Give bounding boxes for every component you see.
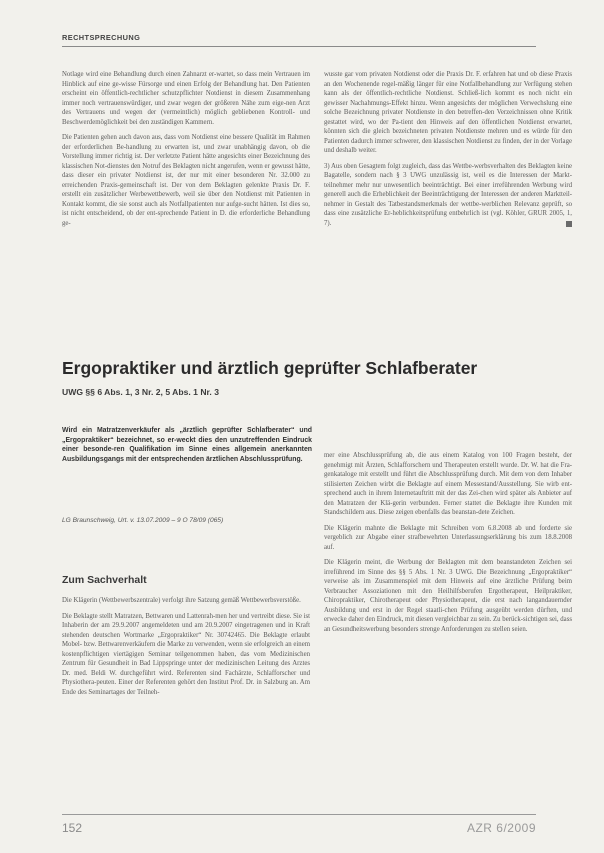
paragraph: mer eine Abschlussprüfung ab, die aus einem Katalog von 100 Fragen besteht, der genehmigt mit Ärzten, Schlafforschern und Therapeuten erstellt wurde. Dr. W. hat die Fra-genkataloge mit erstellt und führt die Abschlussprüfung durch. Mit dem von dem Inhaber stilisierten Zeichen wirbt die Beklagte auf einem Messestand/Ausstellung. Sie wirb ent-sprechend auch in ihrem Internetauftritt mit der das Zei-chen wird später als Anbieter auf den Matratzen der Klä-gerin verbunden. Ferner stattet die Beklagte ihre Kunden mit Standschildern aus. Diese zeigen ebenfalls das beanstan-dete Zeichen. xyxy=(324,452,572,516)
page-number: 152 xyxy=(62,821,83,835)
paragraph xyxy=(324,162,572,229)
footer-rule xyxy=(62,814,536,815)
paragraph: Die Klägerin (Wettbewerbszentrale) verfolgt ihre Satzung gemäß Wettbewerbsverstöße. xyxy=(62,597,301,604)
top-left-column xyxy=(62,70,310,234)
header-rule xyxy=(62,46,536,47)
paragraph: Die Klägerin meint, die Werbung der Beklagten mit dem beanstandeten Zeichen sei irreführend im Sinne des §§ 5 Abs. 1 Nr. 3 UWG. Die Bezeichnung „Ergopraktiker“ verweise als im Zusammenspiel mit dem Hinweis auf eine ärztliche Prüfung beim Verbraucher Assoziationen mit den Heilhilfsberufen Ergotherapeut, Heilpraktiker, Chiropraktiker, Chirotherapeut oder Physiotherapeut, die erst nach langandauernder Ausbildung und erst in der Regel staatli-chen Prüfung ausgeübt werden dürften, und erwecke daher den Eindruck, mit diesen vergleichbar zu sein. Zu berück-sichtigen sei, dass an Gesundheitswerbung besonders strenge Anforderungen zu stellen seien. xyxy=(324,559,572,633)
paragraph: Die Beklagte stellt Matratzen, Bettwaren und Lattenrah-men her und vertreibt diese. Sie ist Inhaberin der am 29.9.2007 angemeldeten und am 20.9.2007 eingetragenen und in Kraft stehenden deutschen Wortmarke „Ergopraktiker“ Nr. 30742465. Die Beklagte erlaubt Mobel- bzw. Bettwarenverkäufern die Marke zu verwenden, wenn sie erfolgreich an einem kostenpflichtigen viertägigen Seminar teilgenommen haben, das vom Medizinischen Zentrum für Gesundheit in Bad Lippspringe unter der medizinischen Leitung des Arztes Dr. med. Beldi W. durchgeführt wird. Referenten sind Fachärzte, Schlafforscher und Physiothera-peuten. Einer der Referenten gehört den Institut Prof. Dr. in Salzburg an. Am Ende des Seminartages der Teilneh- xyxy=(62,612,310,696)
paragraph: Notlage wird eine Behandlung durch einen Zahnarzt er-wartet, so dass mein Vertrauen im Hinblick auf eine ge-wisse Fürsorge und einen Erfolg der Behandlung hat. Den Patienten erscheint ein öffentlich-rechtlicher schutzpflichter Notdienst in diesem Zusammenhang immer noch vertrauenswürdiger, und zwar wegen der größeren Nähe zum eige-nen Arzt des Vertrauens und wegen der (vermeintlich) möglich gebliebenen Kontroll- und Beschwerdemöglichkeit bei den zuständigen Kammern. xyxy=(62,71,310,126)
top-right-column xyxy=(324,70,572,234)
headnote: Wird ein Matratzenverkäufer als „ärztlich geprüfter Schlafberater“ und „Ergopraktiker“ bezeichnet, so er-weckt dies den unzutreffenden Eindruck einer besonde-ren Qualifikation im Sinne eines allgemein anerkannten Ausbildungsgangs mit der entsprechenden ärztlichen Abschlussprüfung. xyxy=(62,427,312,463)
statute-reference: UWG §§ 6 Abs. 1, 3 Nr. 2, 5 Abs. 1 Nr. 3 xyxy=(62,387,219,397)
bottom-left-column xyxy=(62,596,310,703)
running-head: RECHTSPRECHUNG xyxy=(62,33,141,42)
paragraph-text: 3) Aus oben Gesagtem folgt zugleich, dass das Wettbe-werbsverhalten des Beklagten keine Bagatelle, sondern nach § 3 UWG unzulässig ist, weil es die Interessen der Markt-teilnehmer mehr nur unwesentlich beeinträchtigt. Bei einer irreführenden Werbung wird generell auch die Erheblichkeit der Beeinträchtigung der Interessen der anderen Marktteil-nehmer in Gestalt des Tatbestandsmerkmals der wettbe-werblichen Relevanz geprüft, so dass eine zusätzliche Er-heblichkeitsprüfung entbehrlich ist (vgl. Köhler, GRUR 2005, 1, 7). xyxy=(324,162,572,227)
bottom-right-column xyxy=(324,451,572,640)
journal-issue: AZR 6/2009 xyxy=(466,821,536,835)
court-citation: LG Braunschweig, Urt. v. 13.07.2009 – 9 O 78/09 (065) xyxy=(62,517,224,524)
end-of-article-icon xyxy=(566,221,572,227)
paragraph: wusste gar vom privaten Notdienst oder die Praxis Dr. F. erfahren hat und ob diese Praxis an den Wochenende regel-mäßig länger für eine Notfallbehandlung zur Verfügung stehen kann als der öffentlich-rechtliche Notdienst. Schließ-lich kommt es noch nicht ein gewisser Nachahmungs-Effekt hinzu. Wenn angesichts der möglichen Verwechslung eine solche Bezeichnung privater Notdienste in den betreffen-den Verzeichnissen ohne Kritik gestattet wird, wo der Pa-tient den Hinweis auf den öffentlichen Notdienst erwartet, könnten sich die gleich bezeichneten privaten Notdienste mehren und es würde für den Patienten dadurch immer schwerer, den klassischen Notdienst zu finden, der in der Vorlage und deshalb weiter. xyxy=(324,71,572,154)
section-heading: Zum Sachverhalt xyxy=(62,574,147,586)
article-title: Ergopraktiker und ärztlich geprüfter Schlafberater xyxy=(62,358,478,378)
paragraph: Die Klägerin mahnte die Beklagte mit Schreiben vom 6.8.2008 ab und forderte sie vergeblich zur Abgabe einer strafbewehrten Unterlassungserklärung bis zum 18.8.2008 auf. xyxy=(324,524,572,551)
paragraph: Die Patienten gehen auch davon aus, dass vom Notdienst eine bessere Qualität im Rahmen der erforderlichen Be-handlung zu erwarten ist, und zwar unabhängig davon, ob die Vorstellung immer richtig ist. Der verletzte Patient hätte angesichts einer Bezeichnung des klassischen Not-dienstes den Notruf des Beklagten nicht angerufen, wenn er gewusst hätte, dass dieser ein privater Notdienst ist, der nur mit einer besonderen Nr. 32.000 zu erreichenden Praxis-gemeinschaft ist. Der von dem Beklagten gelenkte Praxis Dr. F. erstellt ein zusätzlicher Werbewettbewerb, weil sie über den Notdienst mit Patienten in Kontakt kommt, die sie sonst auch als Notfallpatienten nur aufge-sucht hätten. Ist dies so, ist nicht entscheidend, ob der ent-sprechende Patient in D. die erforderliche Behandlung ge- xyxy=(62,134,310,227)
